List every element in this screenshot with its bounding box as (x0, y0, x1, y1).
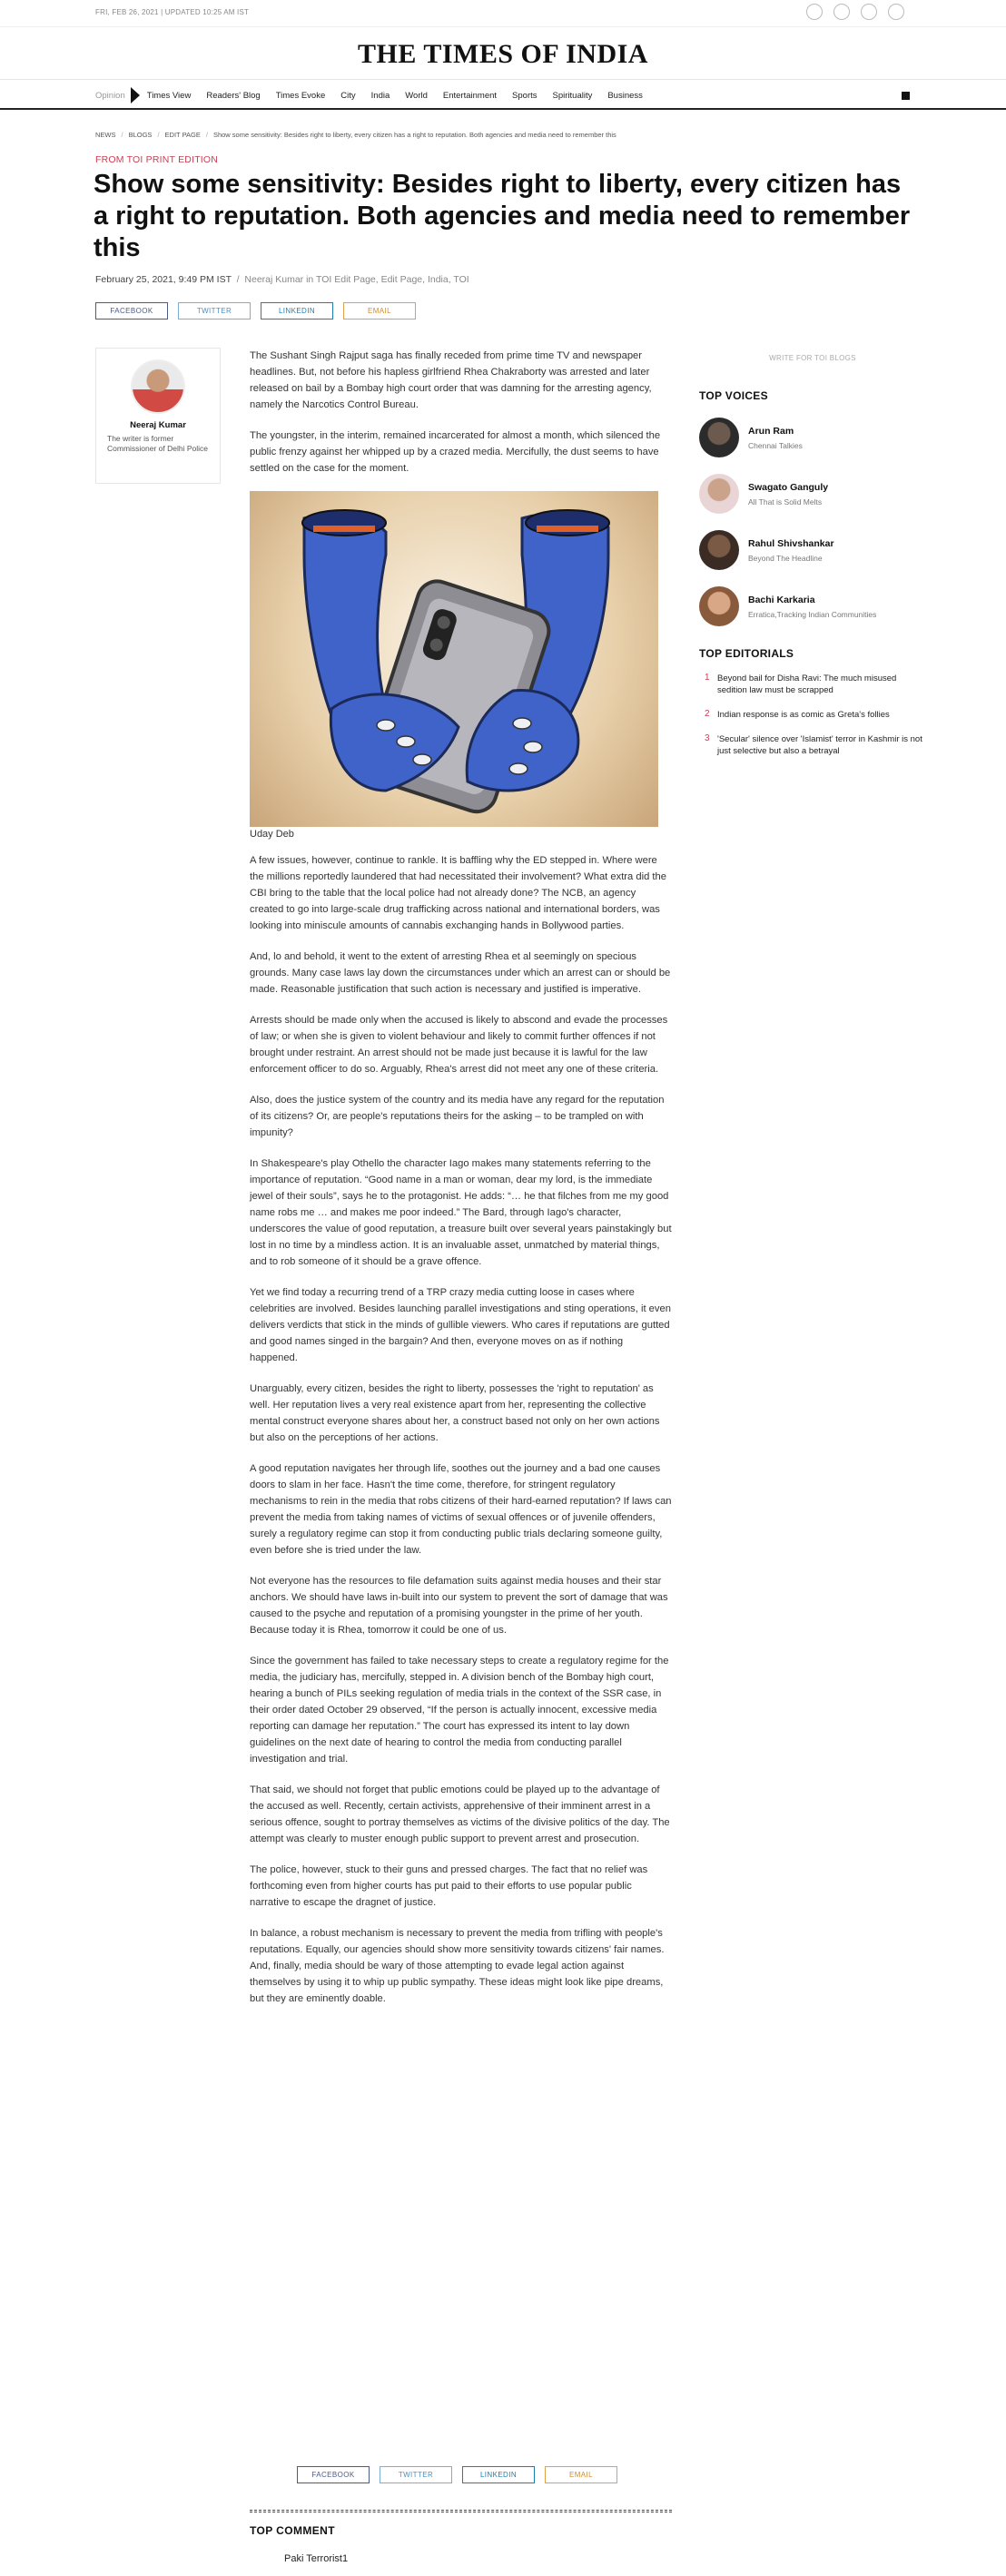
share-twitter-button[interactable]: TWITTER (380, 2466, 452, 2483)
article-paragraph: The police, however, stuck to their guns and pressed charges. The fact that no relief was forthcoming even from higher courts has put paid to their efforts to use popular public narrative to escape the dragnet of justice. (250, 1864, 648, 1908)
nav-item-entertainment[interactable]: Entertainment (442, 90, 498, 101)
editorial-item[interactable] (699, 673, 926, 696)
social-icons (806, 4, 904, 20)
breadcrumb: NEWS / BLOGS / EDIT PAGE / Show some sensitivity: Besides right to liberty, every citizen has a right to reputation. Both agencies and media need to remember this (95, 131, 616, 139)
share-email-button[interactable]: EMAIL (545, 2466, 617, 2483)
nav-item-india[interactable]: India (370, 90, 390, 101)
site-logo[interactable]: THE TIMES OF INDIA (358, 39, 648, 69)
top-editorials-title: TOP EDITORIALS (699, 647, 794, 660)
article-paragraph: A few issues, however, continue to rankle. It is baffling why the ED stepped in. Where were the millions reportedly laundered that had necessitated their involvement? What extra did the CBI bring to the table that the local police had not already done? The NCB, an agency created to go into large-scale drug trafficking across national and international borders, was looking into miniscule amounts of cannabis exchanging hands in Bollywood parties. (250, 855, 666, 931)
editorial-title: Beyond bail for Disha Ravi: The much misused sedition law must be scrapped (717, 673, 897, 695)
voice-avatar (699, 474, 739, 514)
twitter-icon[interactable] (833, 4, 850, 20)
menu-icon[interactable] (902, 92, 910, 100)
article-paragraph: Yet we find today a recurring trend of a TRP crazy media cutting loose in cases where celebrities are involved. Besides launching parallel investigations and sting operations, it even delivers verdicts that stick in the minds of gullible viewers. Who cares if reputations are gutted and good names singed in the bargain? And then, everyone moves on as if nothing happened. (250, 1287, 671, 1363)
voice-name: Rahul Shivshankar (748, 537, 834, 549)
voice-item[interactable] (699, 471, 926, 516)
editorial-item[interactable] (699, 709, 926, 721)
voice-blog: All That is Solid Melts (748, 497, 823, 506)
article-illustration (250, 491, 658, 827)
play-arrow-icon (131, 87, 140, 103)
breadcrumb-blogs[interactable]: BLOGS (128, 131, 153, 139)
editorial-title: 'Secular' silence over 'Islamist' terror in Kashmir is not just selective but also a betrayal (717, 734, 922, 756)
article-paragraph: A good reputation navigates her through life, soothes out the journey and a bad one causes doors to slam in her face. Hasn't the time come, therefore, for stringent regulatory mechanisms to rein in the media that robs citizens of their hard-earned reputation? If laws can prevent the media from taking names of victims of sexual offences or of juvenile offenders, surely a regulatory regime can stop it from conducting public trials declaring someone guilty, even before she is tried under the law. (250, 1463, 672, 1556)
article-kicker: FROM TOI PRINT EDITION (95, 154, 219, 165)
author-name[interactable]: Neeraj Kumar (130, 420, 186, 430)
article-paragraph: Not everyone has the resources to file defamation suits against media houses and their star anchors. We should have laws in-built into our system to prevent the sort of damage that was caused to the psyche and reputation of a promising youngster in the prime of her youth. Because today it is Rhea, tomorrow it could be one of us. (250, 1576, 668, 1636)
section-nav (0, 83, 1006, 110)
article-date: February 25, 2021, 9:49 PM IST (95, 274, 232, 285)
article-paragraph: Unarguably, every citizen, besides the right to liberty, possesses the 'right to reputation' as well. Her reputation lives a very real existence apart from her, representing the collective mental construct everyone shares about her, a construct based not only on her own actions but also on the perceptions of her actions. (250, 1383, 660, 1443)
article-paragraph: Since the government has failed to take necessary steps to create a regulatory regime for the media, the judiciary has, mercifully, stepped in. A division bench of the Bombay high court, hearing a bunch of PILs seeking regulation of media trials in the context of the SSR case, in their order dated October 29 observed, “If the person is actually innocent, excessive media reporting can damage her reputation.” The court has expressed its intent to lay down guidelines on the next date of hearing to control the media from conducting parallel investigation and trial. (250, 1656, 669, 1765)
youtube-icon[interactable] (888, 4, 904, 20)
voice-item[interactable] (699, 584, 926, 629)
share-facebook-button[interactable]: FACEBOOK (297, 2466, 370, 2483)
comment-username[interactable]: Paki Terrorist1 (284, 2553, 349, 2564)
instagram-icon[interactable] (861, 4, 877, 20)
comments-divider (250, 2510, 672, 2512)
nav-item-sports[interactable]: Sports (512, 90, 538, 101)
article-paragraph: That said, we should not forget that public emotions could be played up to the advantage of the accused as well. Recently, certain activists, apprehensive of their imminent arrest in a serious offence, sought to portray themselves as victims of the divisive politics of the day. The attempt was clearly to muster enough public support to prevent arrest and prosecution. (250, 1785, 670, 1844)
article-paragraph: The Sushant Singh Rajput saga has finally receded from prime time TV and newspaper headlines. But, not before his hapless girlfriend Rhea Chakraborty was arrested and later released on bail by a Bombay high court order that was damning for the arresting agency, namely the Narcotics Control Bureau. (250, 350, 652, 410)
article-paragraph: The youngster, in the interim, remained incarcerated for almost a month, which silenced the public frenzy against her whipped up by a crazed media. Mercifully, the dust seems to have settled on the case for the moment. (250, 430, 661, 474)
nav-item-opinion[interactable]: Opinion (95, 90, 125, 101)
masthead (0, 27, 1006, 80)
voice-blog: Beyond The Headline (748, 553, 823, 563)
voice-avatar (699, 530, 739, 570)
author-avatar[interactable] (131, 359, 185, 414)
breadcrumb-current: Show some sensitivity: Besides right to liberty, every citizen has a right to reputation. Both agencies and media need to remember this (212, 131, 616, 139)
write-for-toi-link[interactable]: WRITE FOR TOI BLOGS (769, 354, 856, 362)
illustration-hands-phone (250, 491, 658, 827)
author-card (95, 348, 221, 484)
voice-name: Bachi Karkaria (748, 594, 815, 605)
share-bar-top (95, 302, 416, 320)
share-bar-bottom (297, 2466, 617, 2483)
article-paragraph: In balance, a robust mechanism is necessary to prevent the media from trifling with people's reputations. Equally, our agencies should show more sensitivity towards citizens' fair names. And, finally, media should be wary of those attempting to evade legal action against themselves by using it to whip up public sympathy. These ideas might look like pipe dreams, but they are eminently doable. (250, 1928, 665, 2004)
image-caption: Uday Deb (250, 829, 294, 840)
article-paragraph: Also, does the justice system of the country and its media have any regard for the reputation of its citizens? Or, are people's reputations theirs for the asking – to be trampled on with impunity? (250, 1095, 665, 1138)
article-byline: February 25, 2021, 9:49 PM IST / Neeraj Kumar in TOI Edit Page, Edit Page, India, TOI (95, 274, 469, 285)
article-paragraph: In Shakespeare's play Othello the character Iago makes many statements referring to the importance of reputation. “Good name in a man or woman, dear my lord, is the immediate jewel of their souls”, says he to the protagonist. He adds: “… he that filches from me my good name robs me … and makes me poor indeed.” The Bard, through Iago's character, underscores the value of good reputation, a treasure built over several years painstakingly but lost in no time by a mindless action. It is an invaluable asset, unmatched by material things, and to rob someone of it should be a grave offence. (250, 1158, 672, 1267)
voice-blog: Erratica,Tracking Indian Communities (748, 609, 877, 619)
nav-item-city[interactable]: City (340, 90, 356, 101)
voice-item[interactable] (699, 527, 926, 573)
editorial-number: 2 (705, 709, 710, 719)
nav-item-business[interactable]: Business (607, 90, 643, 101)
share-email-button[interactable]: EMAIL (343, 302, 416, 320)
share-twitter-button[interactable]: TWITTER (178, 302, 251, 320)
editorial-number: 3 (705, 733, 710, 743)
article-body (250, 348, 672, 2021)
share-linkedin-button[interactable]: LINKEDIN (261, 302, 333, 320)
voice-item[interactable] (699, 415, 926, 460)
article-paragraph: Arrests should be made only when the accused is likely to abscond and evade the processes of law; or when she is given to violent behaviour and likely to commit further offences if not brought under restraint. An arrest should not be made just because it is lawful for the law enforcement officer to do so. Arguably, Rhea's arrest did not meet any one of these criteria. (250, 1015, 668, 1075)
editorial-title: Indian response is as comic as Greta's follies (717, 710, 890, 720)
nav-item-spirituality[interactable]: Spirituality (552, 90, 593, 101)
nav-item-readers-blog[interactable]: Readers' Blog (206, 90, 261, 101)
nav-item-world[interactable]: World (405, 90, 428, 101)
article-paragraph: And, lo and behold, it went to the extent of arresting Rhea et al seemingly on specious grounds. Many case laws lay down the circumstances under which an arrest can or should be made. Reasonable justification that such action is necessary and justified is imperative. (250, 951, 671, 995)
voice-avatar (699, 586, 739, 626)
voice-name: Arun Ram (748, 425, 794, 437)
top-voices-title: TOP VOICES (699, 389, 768, 402)
top-comment-title: TOP COMMENT (250, 2524, 335, 2537)
voice-name: Swagato Ganguly (748, 481, 829, 493)
top-bar (0, 0, 1006, 27)
article-author-line[interactable]: Neeraj Kumar in TOI Edit Page, Edit Page, India, TOI (244, 274, 469, 285)
nav-item-times-view[interactable]: Times View (146, 90, 192, 101)
share-facebook-button[interactable]: FACEBOOK (95, 302, 168, 320)
voice-avatar (699, 418, 739, 457)
article-headline: Show some sensitivity: Besides right to liberty, every citizen has a right to reputation. Both agencies and media need to remember this (94, 170, 911, 262)
editorial-number: 1 (705, 673, 710, 683)
nav-item-times-evoke[interactable]: Times Evoke (275, 90, 326, 101)
share-linkedin-button[interactable]: LINKEDIN (462, 2466, 535, 2483)
author-bio: The writer is former Commissioner of Delhi Police (107, 434, 209, 453)
editorial-item[interactable] (699, 733, 926, 757)
breadcrumb-news[interactable]: NEWS (95, 131, 116, 139)
sidebar (699, 348, 926, 770)
voice-blog: Chennai Talkies (748, 440, 803, 450)
breadcrumb-edit-page[interactable]: EDIT PAGE (164, 131, 201, 139)
facebook-icon[interactable] (806, 4, 823, 20)
date-line: FRI, FEB 26, 2021 | UPDATED 10:25 AM IST (95, 8, 250, 16)
